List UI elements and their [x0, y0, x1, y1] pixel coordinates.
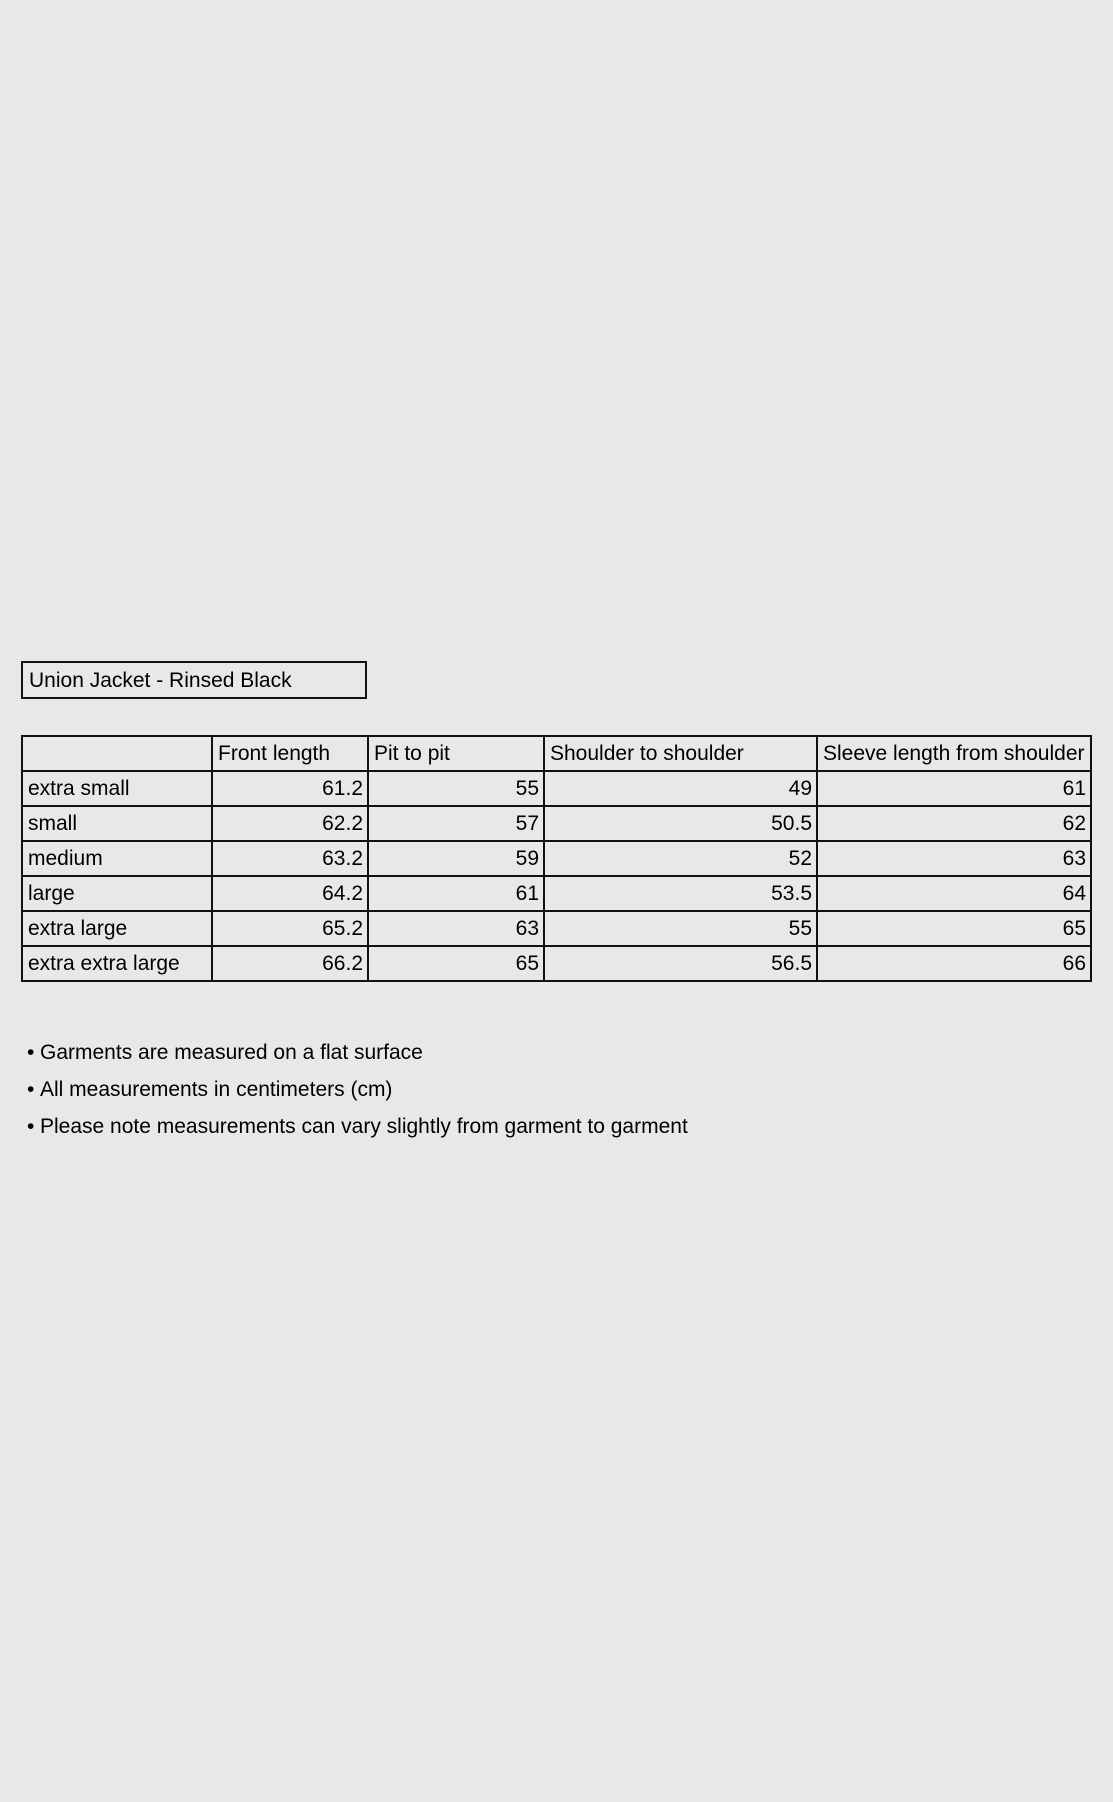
size-label: small	[22, 806, 212, 841]
measurement-cell: 61.2	[212, 771, 368, 806]
measurement-cell: 61	[817, 771, 1091, 806]
bullet-icon: •	[27, 1041, 35, 1064]
measurement-cell: 63	[368, 911, 544, 946]
measurement-cell: 65	[817, 911, 1091, 946]
table-row	[22, 806, 1091, 841]
measurement-cell: 66.2	[212, 946, 368, 981]
note-item	[27, 1034, 688, 1071]
bullet-icon: •	[27, 1115, 35, 1138]
size-label: large	[22, 876, 212, 911]
table-row	[22, 876, 1091, 911]
measurement-cell: 49	[544, 771, 817, 806]
column-header: Sleeve length from shoulder	[817, 736, 1091, 771]
bullet-icon: •	[27, 1078, 35, 1101]
size-chart-table	[21, 735, 1092, 982]
measurement-cell: 52	[544, 841, 817, 876]
size-label: medium	[22, 841, 212, 876]
measurement-cell: 65	[368, 946, 544, 981]
note-text: Please note measurements can vary slightly from garment to garment	[40, 1115, 688, 1138]
note-text: All measurements in centimeters (cm)	[40, 1078, 393, 1101]
measurement-cell: 62.2	[212, 806, 368, 841]
measurement-cell: 63	[817, 841, 1091, 876]
note-item	[27, 1108, 688, 1145]
column-header: Pit to pit	[368, 736, 544, 771]
table-row	[22, 946, 1091, 981]
measurement-cell: 62	[817, 806, 1091, 841]
measurement-cell: 50.5	[544, 806, 817, 841]
measurement-cell: 57	[368, 806, 544, 841]
measurement-cell: 66	[817, 946, 1091, 981]
measurement-cell: 61	[368, 876, 544, 911]
measurement-cell: 64.2	[212, 876, 368, 911]
measurement-cell: 55	[544, 911, 817, 946]
measurement-cell: 53.5	[544, 876, 817, 911]
size-label: extra extra large	[22, 946, 212, 981]
table-row	[22, 771, 1091, 806]
page-title: Union Jacket - Rinsed Black	[21, 661, 367, 699]
size-label: extra large	[22, 911, 212, 946]
measurement-cell: 59	[368, 841, 544, 876]
measurement-cell: 55	[368, 771, 544, 806]
table-header-row	[22, 736, 1091, 771]
measurement-cell: 65.2	[212, 911, 368, 946]
table-row	[22, 911, 1091, 946]
table-row	[22, 841, 1091, 876]
note-text: Garments are measured on a flat surface	[40, 1041, 423, 1064]
note-item	[27, 1071, 688, 1108]
measurement-cell: 63.2	[212, 841, 368, 876]
column-header: Front length	[212, 736, 368, 771]
measurement-notes	[27, 1034, 688, 1145]
size-label: extra small	[22, 771, 212, 806]
measurement-cell: 64	[817, 876, 1091, 911]
measurement-cell: 56.5	[544, 946, 817, 981]
header-corner-cell	[22, 736, 212, 771]
column-header: Shoulder to shoulder	[544, 736, 817, 771]
